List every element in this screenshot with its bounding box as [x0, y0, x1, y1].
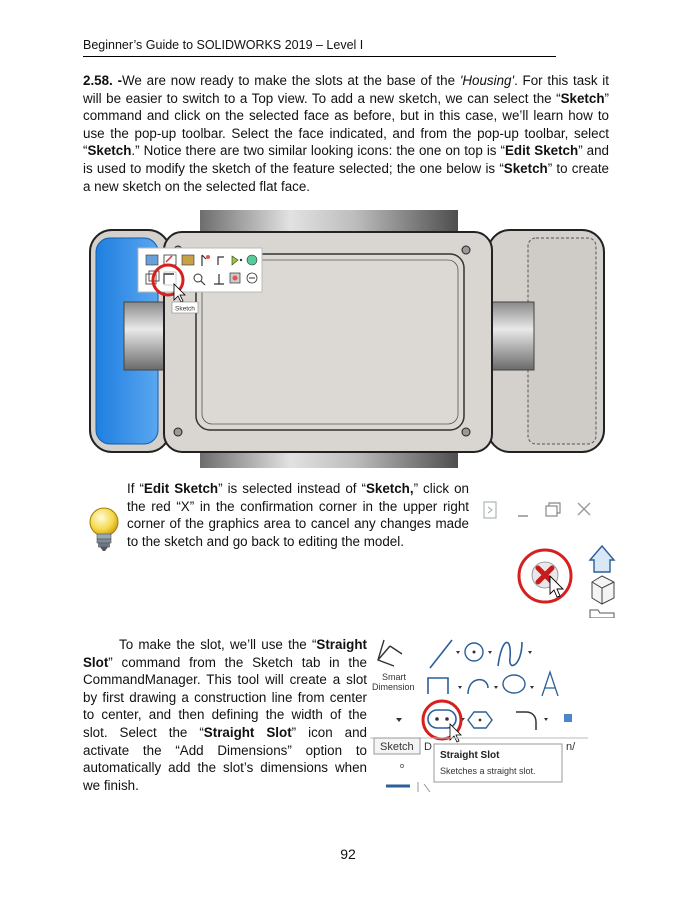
step-text: We are now ready to make the slots at the base of the — [122, 73, 460, 88]
arc-tool-icon[interactable] — [468, 680, 488, 694]
straight-slot-term: Straight Slot — [203, 724, 292, 740]
view-cube-icon[interactable] — [592, 576, 614, 604]
chevron-down-icon[interactable] — [456, 651, 460, 654]
hole — [462, 428, 470, 436]
tip-text: If “ — [127, 481, 144, 496]
toolbar-icon[interactable] — [182, 255, 194, 265]
sketch-tooltip-label: Sketch — [175, 305, 195, 313]
tip-paragraph — [127, 480, 469, 550]
lightbulb-icon — [86, 506, 122, 554]
chevron-down-icon[interactable] — [458, 686, 462, 689]
window-controls[interactable] — [484, 502, 590, 518]
fillet-tool-icon[interactable] — [516, 712, 536, 730]
housing-name: 'Housing' — [459, 73, 515, 88]
home-view-icon[interactable] — [590, 546, 614, 572]
tab-sketch-label: Sketch — [380, 741, 414, 753]
edit-sketch-term: Edit Sketch — [143, 481, 219, 496]
chevron-down-icon[interactable] — [396, 718, 402, 722]
right-flange-face — [528, 238, 596, 444]
step-text: ” to create a new sketch on the selected flat face. — [83, 160, 609, 194]
edit-sketch-icon[interactable] — [164, 255, 176, 265]
sketch-commandmanager-figure — [370, 632, 588, 792]
chevron-down-icon[interactable] — [488, 651, 492, 654]
folder-icon — [590, 610, 614, 618]
toolbar-icon[interactable] — [564, 714, 572, 722]
tab-partial-right-label: n/ — [566, 741, 576, 753]
line-tool-icon[interactable] — [430, 640, 452, 668]
edit-sketch-term: Edit Sketch — [504, 143, 579, 159]
text-tool-icon[interactable] — [542, 672, 558, 696]
housing-figure — [88, 210, 610, 470]
pin-icon[interactable] — [484, 502, 496, 518]
step-text: ” and is used to modify the sketch of the feature selected; the one below is “ — [83, 143, 609, 176]
tooltip-description: Sketches a straight slot. — [440, 766, 536, 776]
sketch-term: Sketch, — [365, 481, 414, 496]
slot-paragraph — [83, 636, 367, 794]
smart-dimension-icon[interactable] — [378, 640, 402, 666]
hole — [462, 246, 470, 254]
toolbar-icon[interactable] — [146, 255, 158, 265]
chevron-down-icon[interactable] — [530, 686, 534, 689]
slot-text: To make the slot, we’ll use the “ — [119, 637, 317, 652]
header-rule — [83, 56, 556, 57]
step-text: . For this task it will be easier to switch to a Top view. To add a new sketch, we can select the “ — [83, 73, 609, 106]
sketch-term: Sketch — [503, 160, 548, 176]
rectangle-tool-icon[interactable] — [428, 678, 448, 694]
sketch-term: Sketch — [560, 90, 605, 106]
smart-dimension-label: Smart — [382, 672, 407, 682]
chevron-down-icon[interactable] — [494, 686, 498, 689]
step-dash: - — [117, 73, 123, 88]
tip-text: ” click on the red “X” in the confirmation corner in the upper right corner of the graphics area to cancel any changes made to the sketch and go back to editing the model. — [127, 481, 469, 549]
toolbar-icon[interactable] — [247, 255, 257, 265]
step-text: .” Notice there are two similar looking icons: the one on top is “ — [131, 143, 505, 159]
toolbar-icon[interactable] — [247, 273, 257, 283]
slot-text: ” icon and activate the “Add Dimensions” option to automatically add the slot’s dimensions when we finish. — [83, 724, 367, 793]
ellipse-tool-icon[interactable] — [503, 675, 525, 693]
straight-slot-term: Straight Slot — [83, 637, 367, 670]
chevron-down-icon[interactable] — [528, 651, 532, 654]
spline-tool-icon[interactable] — [498, 642, 522, 666]
confirmation-corner-figure — [478, 476, 616, 618]
tooltip-title: Straight Slot — [440, 750, 500, 761]
step-text: ” command and click on the selected face as before, but in this case, we’ll learn how to use the pop-up toolbar. Select the face indicated, and from the pop-up toolbar, select “ — [83, 90, 609, 159]
smart-dimension-label: Dimension — [372, 682, 415, 692]
hole — [174, 428, 182, 436]
close-icon[interactable] — [578, 503, 590, 515]
tab-partial-label: D — [424, 741, 432, 753]
page-number: 92 — [340, 846, 356, 862]
tip-text: ” is selected instead of “ — [218, 481, 366, 496]
restore-icon[interactable] — [546, 503, 560, 516]
toolbar-icon[interactable] — [230, 273, 240, 283]
chevron-down-icon[interactable] — [544, 718, 548, 721]
header-title: Beginner’s Guide to SOLIDWORKS 2019 – Level I — [83, 38, 364, 52]
sketch-term: Sketch — [87, 143, 132, 159]
slot-text: ” command from the Sketch tab in the CommandManager. This tool will create a slot by first drawing a construction line from center to center, and then defining the width of the slot. Select the “ — [83, 654, 367, 740]
step-number: 2.58. — [83, 73, 113, 88]
step-2-58-paragraph — [83, 72, 609, 195]
